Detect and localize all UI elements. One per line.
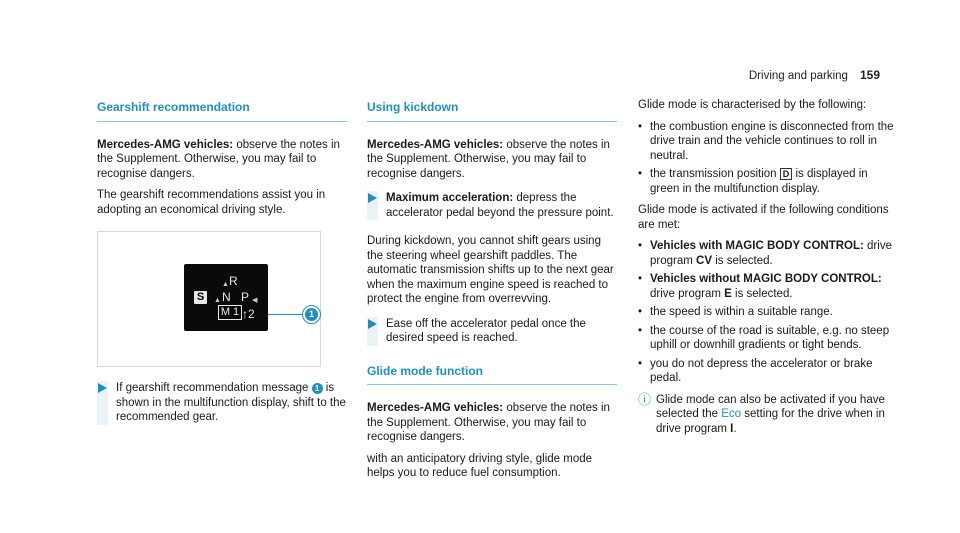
glide-description: with an anticipatory driving style, glide mode helps you to reduce fuel consumption. — [367, 452, 593, 479]
list-item: • the course of the road is suitable, e.g. no steep uphill or downhill gradients or tight bends. — [638, 324, 896, 353]
list-text-a: the transmission position — [650, 168, 780, 180]
upshift-recommendation: ↑2 — [242, 307, 255, 321]
step-text-body: depress the accelerator pedal beyond the pressure point. — [386, 192, 614, 219]
amg-label: Mercedes-AMG vehicles: — [97, 138, 234, 151]
step-bar — [367, 317, 378, 346]
amg-note-2 — [367, 138, 617, 182]
left-arrow-icon: ◀ — [252, 297, 258, 304]
info-note — [638, 393, 896, 437]
amg-text-2: observe the notes in the Supplement. Otherwise, you may fail to recognise dangers. — [367, 138, 610, 180]
condition-text: drive program — [650, 287, 725, 300]
glide-conditions — [638, 239, 896, 386]
amg-label-2: Mercedes-AMG vehicles: — [367, 138, 504, 151]
amg-note — [97, 138, 347, 182]
up-arrow-icon-2: ▲ — [214, 297, 221, 304]
up-arrow-icon: ▲ — [222, 281, 229, 288]
gear-r: R — [229, 274, 238, 288]
page-header — [749, 68, 880, 84]
gear-m1-box: M 1 — [218, 305, 242, 320]
amg-label-3: Mercedes-AMG vehicles: — [367, 402, 504, 414]
glide-characteristics — [638, 120, 896, 197]
transmission-d-icon: D — [780, 168, 793, 180]
step-max-accel — [367, 191, 617, 220]
eco-setting-label: Eco — [721, 408, 742, 420]
step-text — [116, 381, 347, 425]
amg-note-3 — [367, 401, 617, 445]
column-kickdown — [367, 100, 617, 488]
step-text-a: If gearshift recommendation message — [116, 382, 312, 394]
heading-glide-mode: Glide mode function — [367, 364, 617, 386]
list-item — [638, 272, 896, 301]
drive-program-i: I — [730, 422, 734, 435]
triangle-step-icon — [98, 383, 107, 393]
step-text: Ease off the accelerator pedal once the desired speed is reached. — [386, 317, 586, 344]
callout-number: 1 — [305, 308, 318, 321]
drive-program: E — [724, 287, 732, 300]
section-title: Driving and parking — [748, 70, 848, 82]
amg-text: observe the notes in the Supplement. Otherwise, you may fail to recognise dangers. — [97, 138, 340, 180]
condition-label: Vehicles without MAGIC BODY CONTROL: — [650, 273, 882, 285]
step-label: Maximum acceleration: — [386, 192, 514, 204]
amg-text-3: observe the notes in the Supplement. Otherwise, you may fail to recognise dangers. — [367, 402, 610, 443]
note-text — [656, 393, 896, 437]
list-item: • the combustion engine is disconnected from the drive train and the vehicle continues to roll in neutral. — [638, 120, 896, 164]
step-bar — [367, 191, 378, 220]
step-shift — [97, 381, 347, 425]
heading-gearshift: Gearshift recommendation — [97, 100, 347, 122]
step-ease-off — [367, 317, 617, 346]
note-text-c: . — [733, 422, 737, 435]
condition-text-end: is selected. — [731, 287, 793, 300]
callout-1 — [302, 305, 321, 324]
list-text-b: is displayed in green in the multifunction display. — [650, 168, 868, 195]
page-number: 159 — [859, 68, 880, 82]
column-gearshift — [97, 100, 347, 439]
drive-program: CV — [696, 254, 713, 267]
gear-n: N — [222, 290, 231, 304]
inline-callout-1: 1 — [312, 383, 323, 394]
condition-label: Vehicles with MAGIC BODY CONTROL: — [650, 240, 864, 252]
info-icon: ⓘ — [638, 391, 652, 407]
kickdown-description: During kickdown, you cannot shift gears using the steering wheel gearshift paddles. The automatic transmission shifts up to the next gear when the maximum engine speed is reached to protect the engine from overrevving. — [367, 235, 614, 305]
list-item — [638, 239, 896, 268]
condition-text-end: is selected. — [712, 254, 773, 267]
glide-intro: Glide mode is characterised by the following: — [638, 99, 867, 111]
list-item: • you do not depress the accelerator or brake pedal. — [638, 357, 896, 386]
gear-p: P — [241, 290, 250, 304]
program-s-badge: S — [194, 291, 207, 304]
triangle-step-icon — [368, 193, 377, 203]
gearshift-description: The gearshift recommendations assist you in adopting an economical driving style. — [97, 189, 326, 216]
condition-text: drive program — [650, 240, 892, 267]
display-figure — [97, 231, 321, 367]
step-bar — [97, 381, 108, 425]
conditions-intro: Glide mode is activated if the following conditions are met: — [638, 204, 889, 231]
multifunction-display — [184, 264, 268, 331]
note-text-a: Glide mode can also be activated if you have selected the — [656, 393, 885, 420]
step-text-b: is shown in the multifunction display, shift to the recommended gear. — [116, 382, 346, 423]
column-glide-details — [638, 98, 896, 436]
note-text-b: setting for the drive when in drive program — [656, 408, 885, 435]
step-text — [386, 191, 617, 220]
heading-kickdown: Using kickdown — [367, 100, 617, 122]
list-item: • the speed is within a suitable range. — [638, 305, 896, 320]
triangle-step-icon — [368, 319, 377, 329]
list-item — [638, 167, 896, 196]
